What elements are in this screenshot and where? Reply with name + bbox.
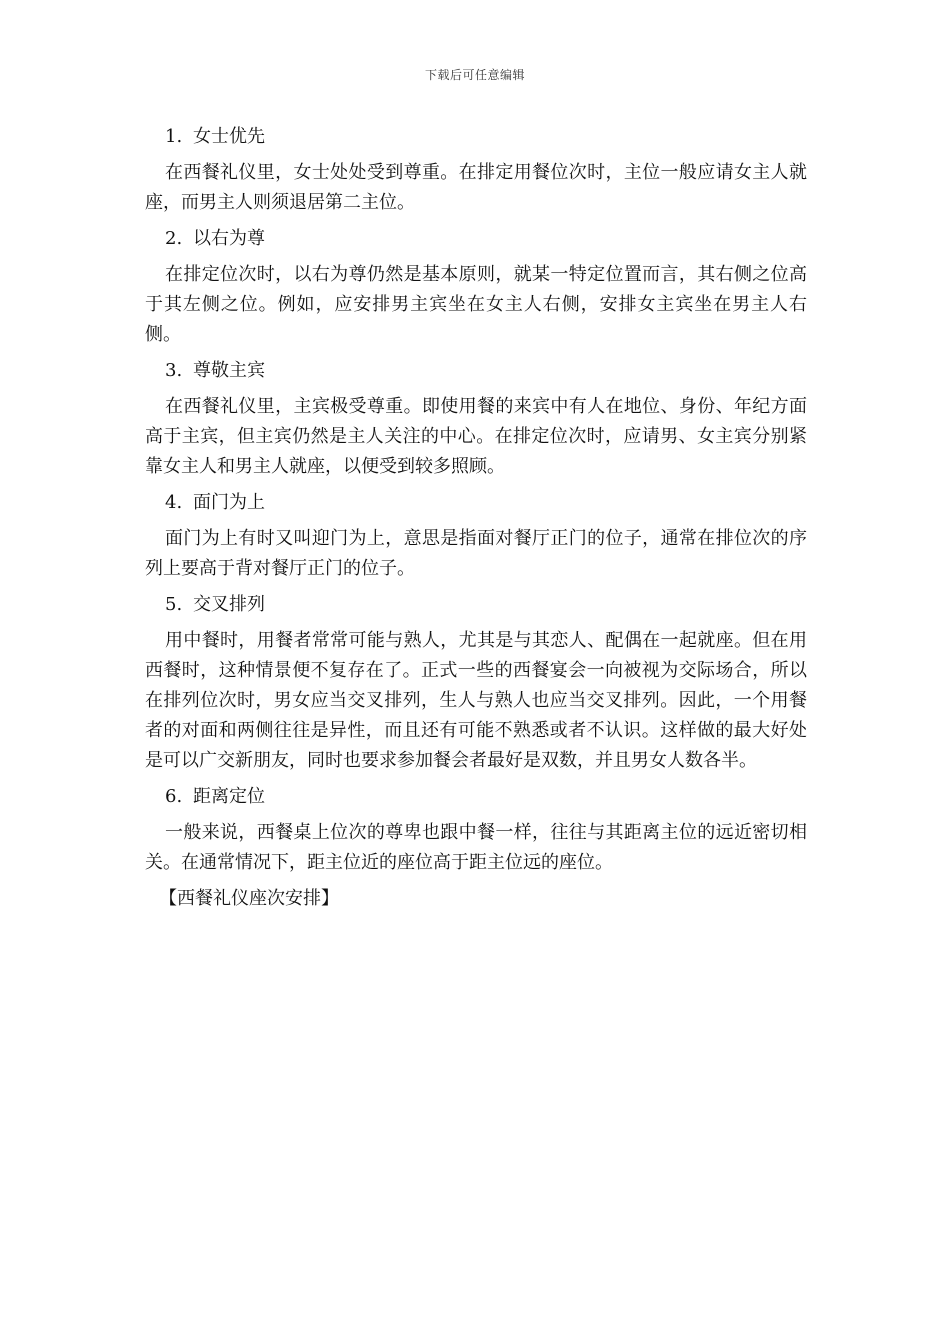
section-body-5: 用中餐时，用餐者常常可能与熟人，尤其是与其恋人、配偶在一起就座。但在用西餐时，这种情景便不复存在了。正式一些的西餐宴会一向被视为交际场合，所以在排列位次时，男女应当交叉排列，生人与熟人也应当交叉排列。因此，一个用餐者的对面和两侧往往是异性，而且还有可能不熟悉或者不认识。这样做的最大好处是可以广交新朋友，同时也要求参加餐会者最好是双数，并且男女人数各半。 [145,630,807,771]
section-title: 交叉排列 [193,594,265,615]
section-body-3: 在西餐礼仪里，主宾极受尊重。即使用餐的来宾中有人在地位、身份、年纪方面高于主宾，但主宾仍然是主人关注的中心。在排定位次时，应请男、女主宾分别紧靠女主人和男主人就座，以便受到较多照顾。 [145,396,807,477]
section-body-1: 在西餐礼仪里，女士处处受到尊重。在排定用餐位次时，主位一般应请女主人就座，而男主人则须退居第二主位。 [145,162,807,213]
document-body [145,122,807,914]
closing-section-title: 【西餐礼仪座次安排】 [159,888,339,909]
page-header: 下载后可任意编辑 [424,68,525,82]
section-heading-4 [145,488,807,518]
section-title: 面门为上 [193,492,265,513]
section-number: 2. [165,228,183,249]
section-heading-1 [145,122,807,152]
section-body-6: 一般来说，西餐桌上位次的尊卑也跟中餐一样，往往与其距离主位的远近密切相关。在通常情况下，距主位近的座位高于距主位远的座位。 [145,822,807,873]
section-number: 5. [165,594,183,615]
section-heading-5 [145,590,807,620]
section-body-4: 面门为上有时又叫迎门为上，意思是指面对餐厅正门的位子，通常在排位次的序列上要高于背对餐厅正门的位子。 [145,528,807,579]
section-number: 3. [165,360,183,381]
section-title: 以右为尊 [193,228,265,249]
section-title: 距离定位 [193,786,265,807]
section-number: 6. [165,786,183,807]
section-number: 4. [165,492,183,513]
section-heading-6 [145,782,807,812]
section-title: 尊敬主宾 [193,360,265,381]
section-number: 1. [165,126,183,147]
section-body-2: 在排定位次时，以右为尊仍然是基本原则，就某一特定位置而言，其右侧之位高于其左侧之位。例如，应安排男主宾坐在女主人右侧，安排女主宾坐在男主人右侧。 [145,264,807,345]
section-heading-3 [145,356,807,386]
section-title: 女士优先 [193,126,265,147]
section-heading-2 [145,224,807,254]
